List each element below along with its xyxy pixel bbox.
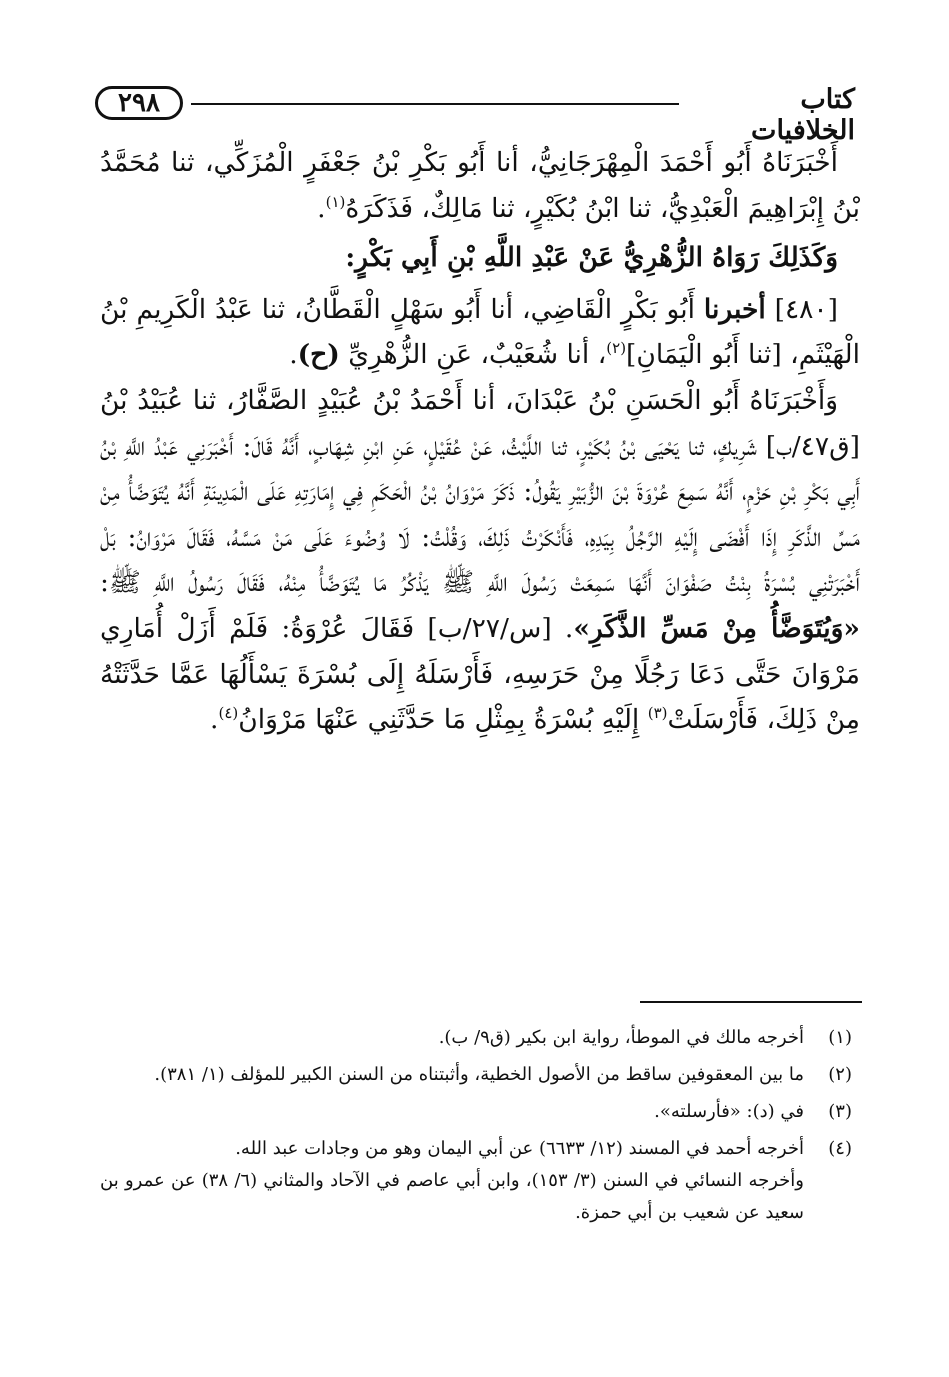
footnotes: [100, 1022, 852, 1234]
narration-480: [100, 287, 860, 378]
footnote: [100, 1096, 852, 1128]
paragraph-text: أَخْبَرَنَاهُ أَبُو أَحْمَدَ الْمِهْرَجَانِيُّ، أنا أَبُو بَكْرِ بْنُ جَعْفَرٍ الْمُزَكِّي، ثنا: [171, 147, 838, 178]
paragraph-text: مُحَمَّدُ بْنُ إِبْرَاهِيمَ الْعَبْدِيُّ، ثنا ابْنُ بُكَيْرٍ، ثنا مَالِكٌ، فَذَكَرَهُ: [100, 147, 860, 224]
section-heading: وَكَذَلِكَ رَوَاهُ الزُّهْرِيُّ عَنْ عَبْدِ اللَّهِ بْنِ أَبِي بَكْرٍ:: [345, 242, 838, 274]
paragraph-text: وَأَخْبَرَنَاهُ أَبُو الْحَسَنِ بْنُ عَبْدَانَ، أنا أَحْمَدُ بْنُ عُبَيْدٍ الصَّفَّارُ، ثنا عُبَيْدُ بْنُ [ق٤٧/ب] شَرِيكٍ، ثنا يَحْيَى بْنُ بُكَيْرٍ، ثنا اللَّيْثُ، عَنْ عُقَيْلٍ، عَنِ ابْنِ شِهَابٍ، أَنَّهُ قَالَ: أَخْبَرَنِي عَبْدُ اللَّهِ بْنُ أَبِي بَكْرِ بْنِ حَزْمٍ، أَنَّهُ سَمِعَ عُرْوَةَ بْنَ الزُّبَيْرِ يَقُولُ: ذَكَرَ مَرْوَانُ بْنُ الْحَكَمِ فِي إِمَارَتِهِ عَلَى الْمَدِينَةِ أَنَّهُ يُتَوَضَّأُ مِنْ مَسِّ الذَّكَرِ إِذَا أَفْضَى إِلَيْهِ الرَّجُلُ بِيَدِهِ، فَأَنْكَرْتُ ذَلِكَ، وَقُلْتُ: لَا وُضُوءَ عَلَى مَنْ مَسَّهُ، فَقَالَ مَرْوَانُ: بَلْ أَخْبَرَتْنِي بُسْرَةُ بِنْتُ صَفْوَانَ أَنَّهَا سَمِعَتْ رَسُولَ اللَّهِ ﷺ يَذْكُرُ مَا يُتَوَضَّأُ مِنْهُ، فَقَالَ رَسُولُ اللَّهِ ﷺ:: [100, 384, 860, 599]
page-number: ٢٩٨: [95, 86, 183, 120]
footnote-text: أخرجه أحمد في المسند (١٢/ ٦٦٣٣) عن أبي اليمان وهو من وجادات عبد الله.: [235, 1138, 804, 1159]
footnote: [100, 1059, 852, 1091]
footnote-text: أخرجه مالك في الموطأ، رواية ابن بكير (ق٩/ ب).: [438, 1027, 804, 1048]
paragraph-end: .: [210, 704, 219, 736]
paragraph-text: إِلَيْهِ بُسْرَةُ بِمِثْلِ مَا حَدَّثَنِي عَنْهَا مَرْوَانُ: [238, 704, 648, 736]
akhbarana-word: أخبرنا: [703, 293, 766, 325]
hadith-switch-symbol: (ح): [297, 339, 340, 371]
footnote-separator: [640, 1001, 862, 1003]
footnote-text: وأخرجه النسائي في السنن (٣/ ١٥٣)، وابن أبي عاصم في الآحاد والمثاني (٦/ ٣٨) عن عمرو بن سعيد عن شعيب بن أبي حمزة.: [100, 1170, 804, 1223]
paragraph: [100, 140, 860, 231]
paragraph-end: .: [317, 192, 326, 224]
footnote-number: (١): [828, 1027, 852, 1048]
footnote-number: (٣): [828, 1101, 852, 1122]
footnote-ref: (٢): [606, 339, 627, 358]
footnote-body: [100, 1096, 804, 1128]
main-text: [100, 140, 860, 743]
page-header: [95, 82, 855, 146]
footnote-text: في (د): «فأرسلته».: [654, 1101, 804, 1122]
footnote-text: ما بين المعقوفين ساقط من الأصول الخطية، وأثبتناه من السنن الكبير للمؤلف (١/ ٣٨١).: [154, 1064, 804, 1085]
footnote-ref: (١): [325, 192, 346, 211]
footnote-number: (٤): [828, 1138, 852, 1159]
footnote-ref: (٣): [647, 704, 668, 723]
narration-text: أَبُو بَكْرٍ الْقَاضِي، أنا أَبُو سَهْلٍ الْقَطَّانُ، ثنا عَبْدُ الْكَرِيمِ بْنُ الْهَيْثَمِ، [ثنا أَبُو الْيَمَانِ]: [100, 293, 860, 371]
footnote-body: [100, 1133, 804, 1229]
footnote: [100, 1133, 852, 1229]
footnote: [100, 1022, 852, 1054]
header-rule: [191, 103, 679, 105]
narration-end: .: [289, 339, 298, 371]
book-title: كتاب الخلافيات: [751, 84, 855, 146]
paragraph-text: . [س/٢٧/ب] فَقَالَ عُرْوَةُ: فَلَمْ أَزَلْ أُمَارِي مَرْوَانَ حَتَّى دَعَا رَجُلًا مِنْ حَرَسِهِ، فَأَرْسَلَهُ إِلَى بُسْرَةَ يَسْأَلُهَا عَمَّا حَدَّثَتْهُ مِنْ ذَلِكَ، فَأَرْسَلَتْ: [100, 612, 860, 736]
prophetic-quote: «وَيُتَوَضَّأُ مِنْ مَسِّ الذَّكَرِ»: [573, 612, 860, 644]
footnote-number: (٢): [828, 1064, 852, 1085]
paragraph: [100, 378, 860, 743]
footnote-body: [100, 1022, 804, 1054]
narration-number: [٤٨٠]: [774, 293, 838, 325]
footnote-ref: (٤): [218, 704, 239, 723]
footnote-body: [100, 1059, 804, 1091]
narration-text: ، أنا شُعَيْبٌ، عَنِ الزُّهْرِيِّ: [348, 339, 607, 371]
